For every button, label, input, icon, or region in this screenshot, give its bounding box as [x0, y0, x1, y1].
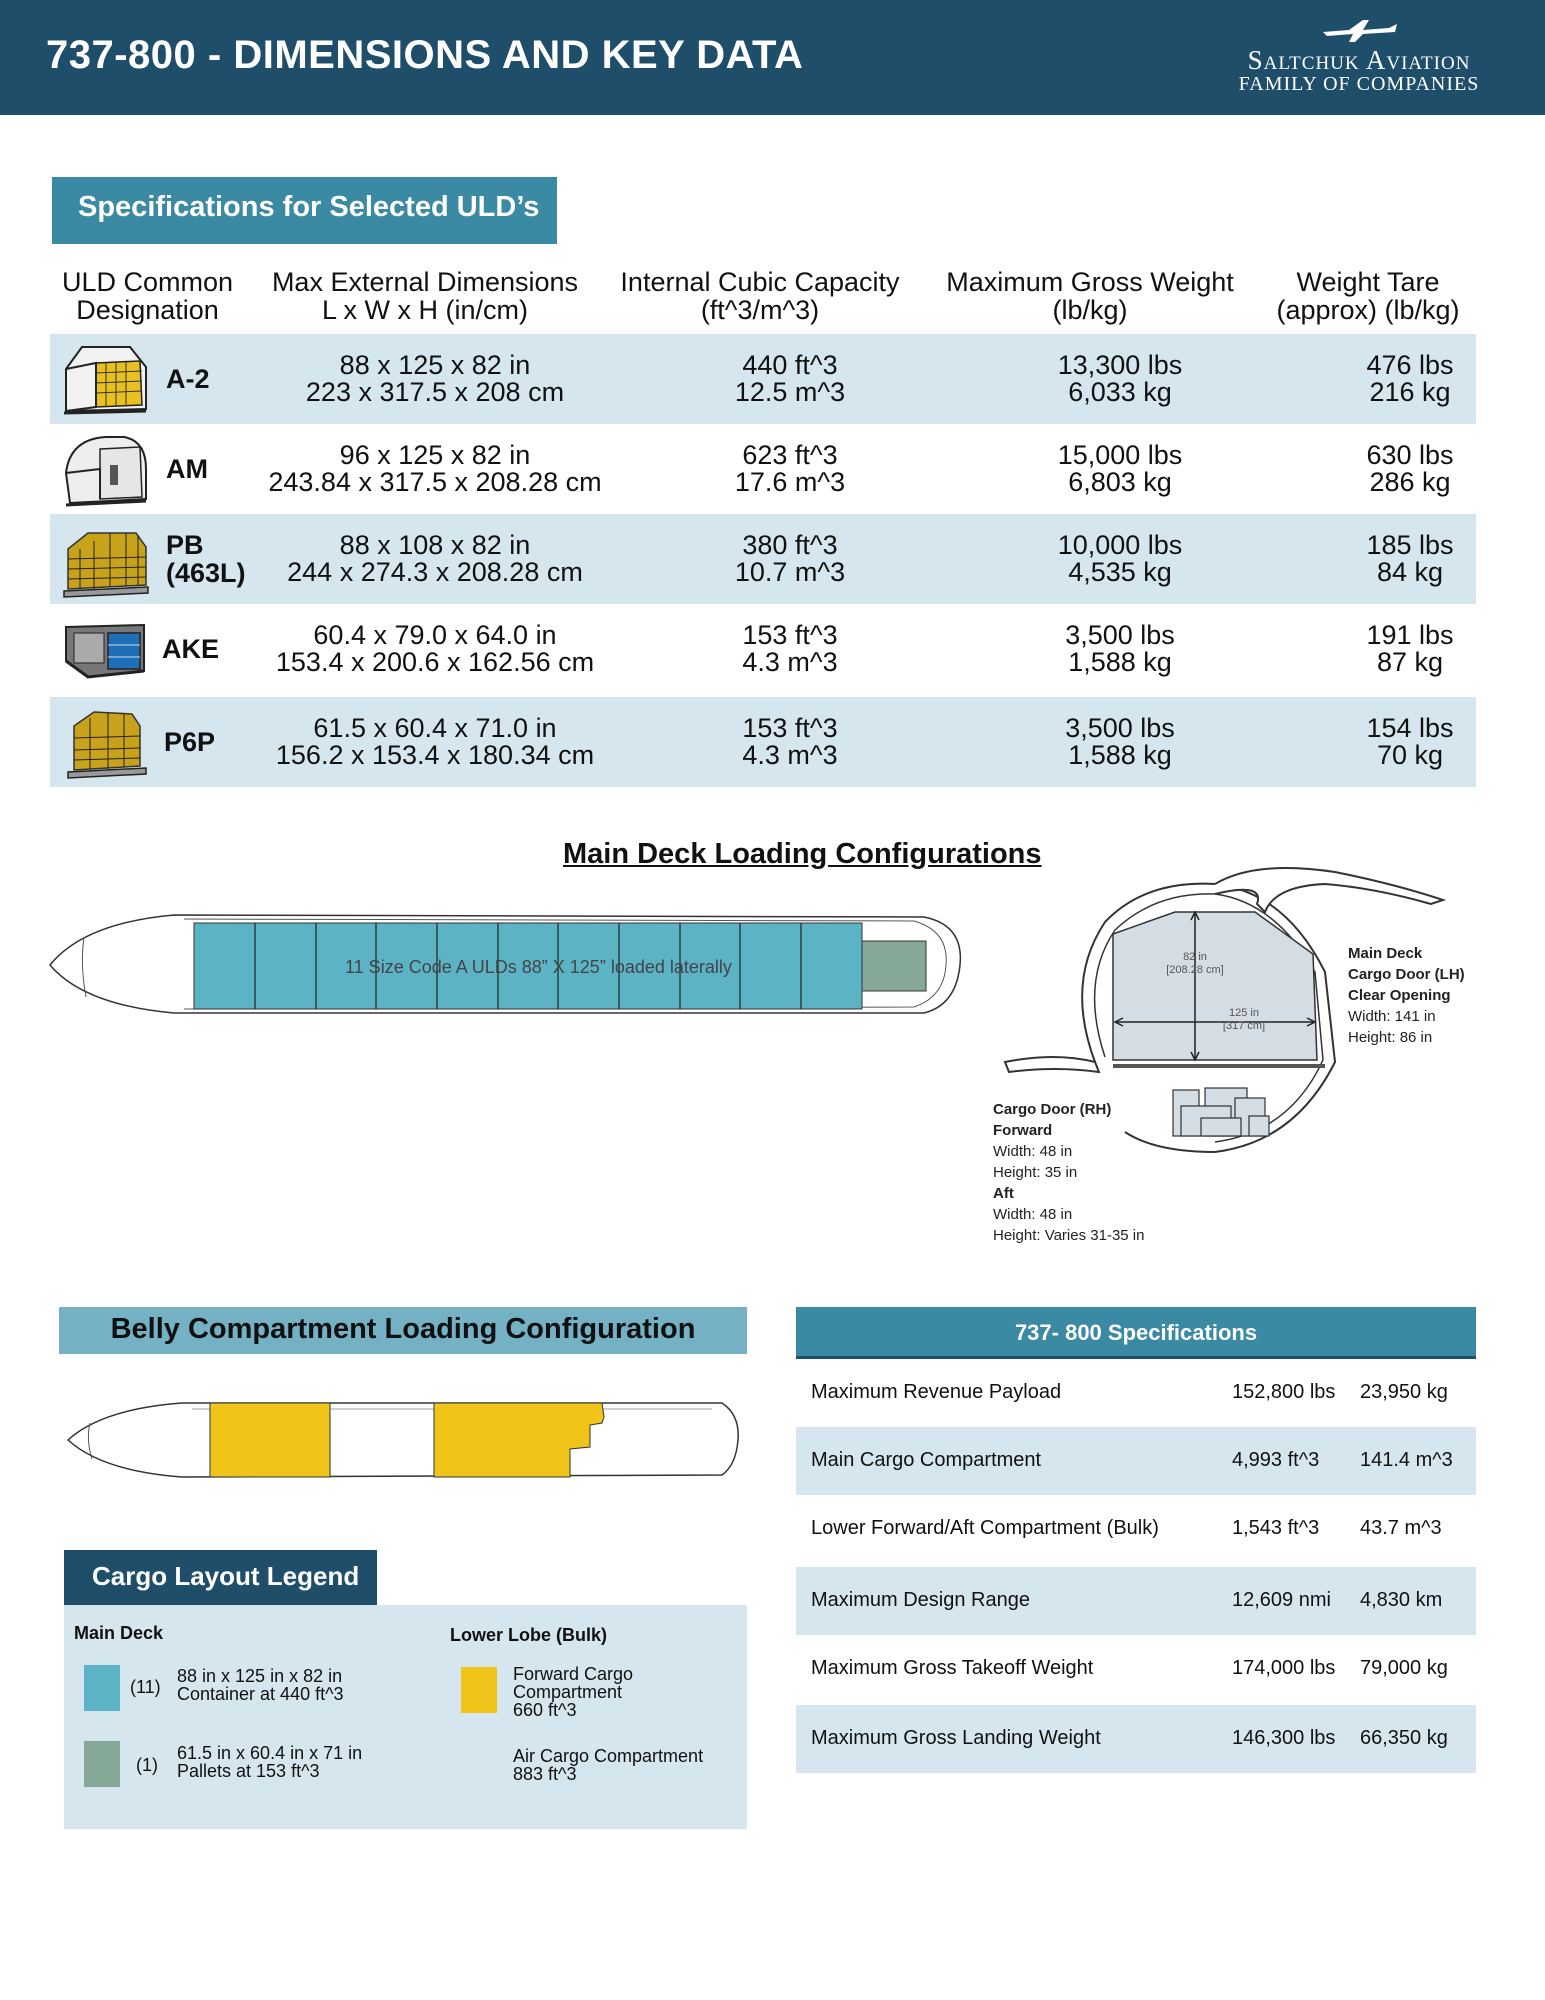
legend-swatch-forward-cargo — [461, 1667, 497, 1713]
spec-row: Maximum Gross Landing Weight 146,300 lbs 66,350 kg — [796, 1705, 1476, 1773]
company-logo — [1219, 18, 1499, 98]
rh-door-info: Cargo Door (RH) Forward Width: 48 in Height: 35 in Aft Width: 48 in Height: Varies 31-35 in — [993, 1101, 1145, 1244]
legend-label: Air Cargo Compartment 883 ft^3 — [513, 1746, 704, 1784]
col-header-designation: ULD Common Designation — [61, 267, 234, 325]
pallet-p6p-icon — [60, 702, 152, 782]
uld-designation: PB (463L) — [166, 530, 246, 588]
uld-gross-weight: 3,500 lbs 1,588 kg — [1065, 713, 1175, 770]
spec-row: Lower Forward/Aft Compartment (Bulk) 1,543 ft^3 43.7 m^3 — [811, 1517, 1442, 1539]
col-header-gross-weight: Maximum Gross Weight (lb/kg) — [946, 267, 1234, 325]
main-deck-title: Main Deck Loading Configurations — [563, 838, 1042, 870]
legend-count: (1) — [136, 1755, 158, 1775]
airplane-logo-icon — [1319, 18, 1399, 44]
legend-label: 61.5 in x 60.4 in x 71 in Pallets at 153 ft^3 — [177, 1743, 363, 1781]
uld-tare: 630 lbs 286 kg — [1366, 440, 1454, 497]
table-row — [50, 697, 1476, 787]
table-row — [50, 514, 1476, 604]
table-row — [50, 604, 1476, 694]
page-title: 737-800 - DIMENSIONS AND KEY DATA — [46, 33, 804, 77]
uld-designation: P6P — [164, 727, 216, 757]
width-dimension-label: 125 in [317 cm] — [1222, 1007, 1266, 1032]
uld-dimensions: 88 x 108 x 82 in 244 x 274.3 x 208.28 cm — [287, 530, 583, 587]
uld-capacity: 153 ft^3 4.3 m^3 — [742, 713, 838, 770]
uld-dimensions: 96 x 125 x 82 in 243.84 x 317.5 x 208.28 cm — [268, 440, 602, 497]
belly-section-title: Belly Compartment Loading Configuration — [59, 1307, 747, 1354]
legend-label: Forward Cargo Compartment 660 ft^3 — [513, 1664, 634, 1720]
uld-tare: 191 lbs 87 kg — [1366, 620, 1454, 677]
uld-gross-weight: 15,000 lbs 6,803 kg — [1057, 440, 1183, 497]
legend-main-deck-heading: Main Deck — [74, 1623, 164, 1643]
uld-capacity: 623 ft^3 17.6 m^3 — [734, 440, 846, 497]
uld-gross-weight: 13,300 lbs 6,033 kg — [1057, 350, 1183, 407]
uld-gross-weight: 3,500 lbs 1,588 kg — [1065, 620, 1175, 677]
uld-dimensions: 61.5 x 60.4 x 71.0 in 156.2 x 153.4 x 180.34 cm — [275, 713, 595, 770]
uld-designation: AKE — [162, 634, 220, 664]
col-header-tare: Weight Tare (approx) (lb/kg) — [1276, 267, 1460, 325]
page-header — [0, 0, 1545, 115]
uld-gross-weight: 10,000 lbs 4,535 kg — [1057, 530, 1183, 587]
uld-capacity: 440 ft^3 12.5 m^3 — [734, 350, 846, 407]
col-header-capacity: Internal Cubic Capacity (ft^3/m^3) — [620, 267, 900, 325]
legend-swatch-container — [84, 1665, 120, 1711]
uld-tare: 476 lbs 216 kg — [1366, 350, 1454, 407]
logo-name: Saltchuk Aviation — [1247, 45, 1471, 75]
spec-row: Maximum Revenue Payload 152,800 lbs 23,950 kg — [811, 1381, 1448, 1403]
specs-title: 737- 800 Specifications — [796, 1307, 1476, 1359]
lh-door-info: Main Deck Cargo Door (LH) Clear Opening Width: 141 in Height: 86 in — [1348, 945, 1465, 1046]
belly-fuselage-diagram — [62, 1395, 742, 1485]
uld-dimensions: 88 x 125 x 82 in 223 x 317.5 x 208 cm — [305, 350, 565, 407]
table-row — [50, 334, 1476, 424]
uld-dimensions: 60.4 x 79.0 x 64.0 in 153.4 x 200.6 x 162.56 cm — [275, 620, 595, 677]
fuselage-label: 11 Size Code A ULDs 88” X 125” loaded laterally — [345, 957, 732, 977]
spec-row: Maximum Design Range 12,609 nmi 4,830 km — [796, 1567, 1476, 1635]
uld-designation: A-2 — [166, 364, 210, 394]
uld-capacity: 153 ft^3 4.3 m^3 — [742, 620, 838, 677]
uld-section-title: Specifications for Selected ULD’s — [52, 177, 557, 244]
legend-lower-lobe-heading: Lower Lobe (Bulk) — [450, 1625, 607, 1645]
legend-title: Cargo Layout Legend — [64, 1550, 377, 1605]
uld-tare: 185 lbs 84 kg — [1366, 530, 1454, 587]
col-header-dimensions: Max External Dimensions L x W x H (in/cm) — [271, 267, 579, 325]
uld-tare: 154 lbs 70 kg — [1366, 713, 1454, 770]
legend-swatch-pallet — [84, 1741, 120, 1787]
container-ake-icon — [60, 609, 152, 689]
legend-label: 88 in x 125 in x 82 in Container at 440 ft^3 — [177, 1666, 344, 1704]
height-dimension-label: 82 in [208.28 cm] — [1166, 951, 1224, 976]
spec-row: Main Cargo Compartment 4,993 ft^3 141.4 m^3 — [796, 1427, 1476, 1495]
uld-designation: AM — [166, 454, 208, 484]
legend-panel — [64, 1605, 747, 1829]
legend-count: (11) — [130, 1677, 161, 1697]
pallet-pb-icon — [60, 519, 152, 599]
spec-row: Maximum Gross Takeoff Weight 174,000 lbs 79,000 kg — [811, 1657, 1448, 1679]
container-a2-icon — [60, 339, 152, 419]
table-row — [50, 424, 1476, 514]
logo-tagline: FAMILY OF COMPANIES — [1238, 73, 1480, 95]
uld-capacity: 380 ft^3 10.7 m^3 — [734, 530, 846, 587]
container-am-icon — [60, 429, 152, 509]
